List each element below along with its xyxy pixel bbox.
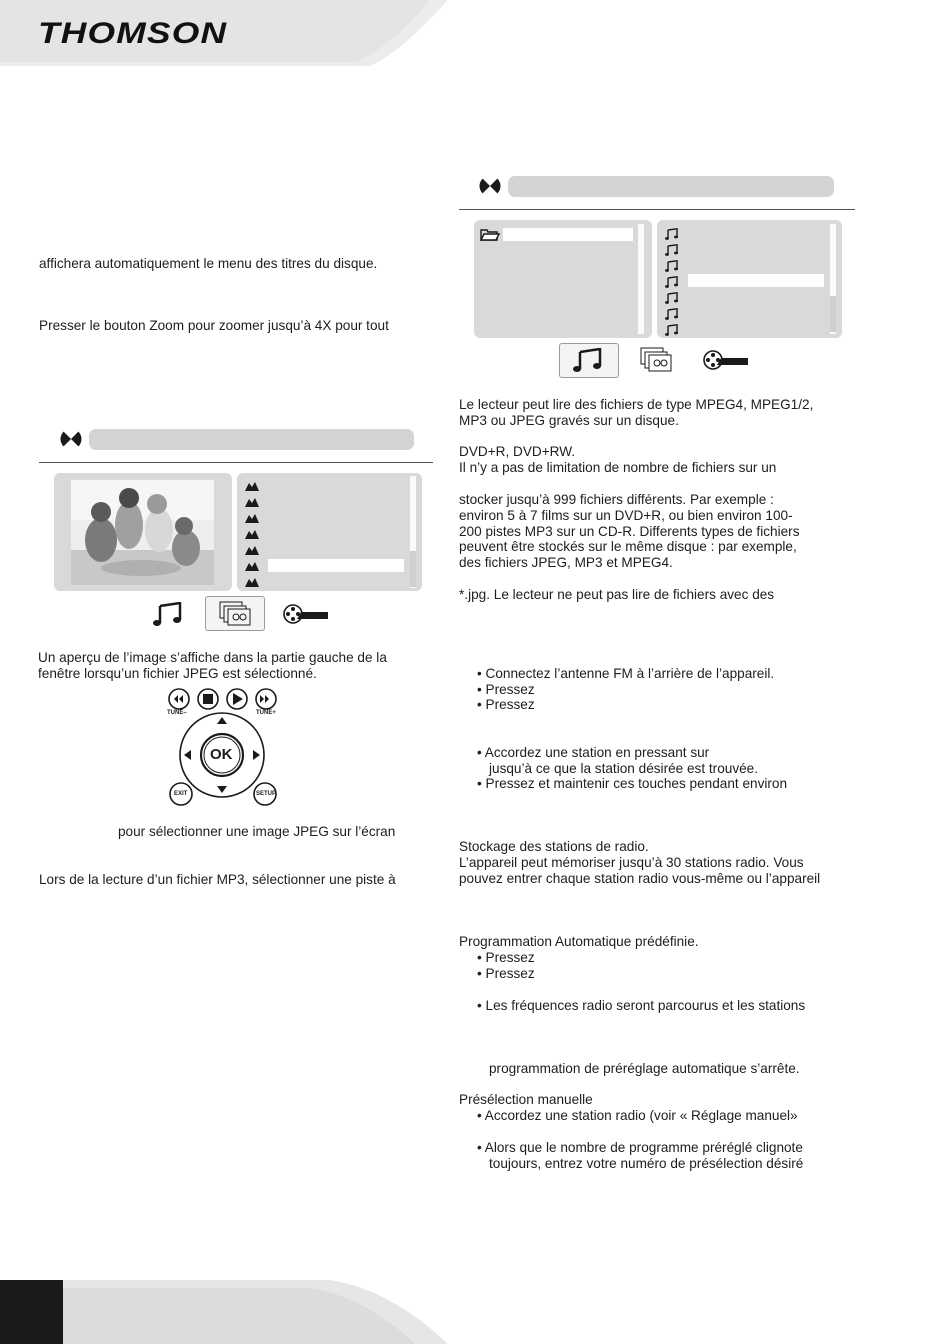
image-file-icon [244,480,260,492]
exit-button[interactable]: EXIT [174,791,188,797]
brand-logo: THOMSON [38,17,228,50]
disc-icon [479,175,501,197]
image-file-icon [244,560,260,572]
paragraph: pour sélectionner une image JPEG sur l’écran [118,824,396,839]
file-list-panel [237,473,422,591]
footer-banner [0,1278,950,1344]
image-file-icon [244,528,260,540]
music-file-icon [665,244,679,256]
music-file-icon [665,260,679,272]
photo-tab-icon[interactable] [640,347,672,372]
paragraph: *.jpg. Le lecteur ne peut pas lire de fichiers avec des [459,587,775,602]
image-file-icon [244,576,260,588]
bullet-item: • Les fréquences radio seront parcourus et les stations [477,998,806,1013]
section-heading: Programmation Automatique prédéfinie. [459,934,699,949]
bullet-item: • Accordez une station en pressant sur [477,745,710,760]
music-file-icons [665,228,681,338]
music-file-icon [665,324,679,336]
movie-tab-icon[interactable] [283,604,329,624]
paragraph: pouvez entrer chaque station radio vous-même ou l’appareil [459,871,821,886]
bullet-item: • Alors que le nombre de programme préréglé clignote [477,1140,803,1155]
bullet-item: • Pressez [477,682,535,697]
scrollbar-thumb[interactable] [830,296,836,332]
section-heading: Stockage des stations de radio. [459,839,649,854]
photo-tab-icon [219,601,251,626]
scrollbar-thumb[interactable] [410,551,416,587]
paragraph: des fichiers JPEG, MP3 et MPEG4. [459,555,673,570]
music-file-icon [665,292,679,304]
music-tab-icon[interactable] [153,602,185,626]
image-file-icon [244,544,260,556]
paragraph: DVD+R, DVD+RW. [459,444,576,459]
paragraph: stocker jusqu’à 999 fichiers différents. Par exemple : [459,492,774,507]
folder-icon [480,228,500,241]
bullet-item: jusqu’à ce que la station désirée est trouvée. [489,761,759,776]
divider [459,209,855,210]
paragraph: Presser le bouton Zoom pour zoomer jusqu’à 4X pour tout [39,318,389,333]
bullet-item: • Pressez [477,966,535,981]
disc-icon [60,428,82,450]
image-file-icons [244,480,262,590]
divider [39,462,433,463]
title-bar [508,176,834,197]
selected-file-row[interactable] [268,559,404,572]
bullet-item: • Pressez [477,697,535,712]
section-heading: Présélection manuelle [459,1092,593,1107]
setup-button[interactable]: SETUP [256,791,277,797]
bullet-item: • Pressez et maintenir ces touches pendant environ [477,776,788,791]
image-file-icon [244,496,260,508]
music-file-icon [665,308,679,320]
paragraph: MP3 ou JPEG gravés sur un disque. [459,413,679,428]
tune-plus-label: TUNE+ [256,710,276,716]
selected-folder-row[interactable] [503,228,633,241]
paragraph: Le lecteur peut lire des fichiers de type MPEG4, MPEG1/2, [459,397,814,412]
tune-minus-label: TUNE– [167,710,187,716]
paragraph: Un aperçu de l’image s’affiche dans la partie gauche de la [38,650,387,665]
family-photo-preview [71,480,214,585]
bullet-item: • Connectez l’antenne FM à l’arrière de l’appareil. [477,666,775,681]
title-bar [89,429,414,450]
music-tab-icon [573,348,605,372]
paragraph: 200 pistes MP3 sur un CD-R. Differents types de fichiers [459,524,800,539]
paragraph: peuvent être stockés sur le même disque : par exemple, [459,539,797,554]
paragraph: environ 5 à 7 films sur un DVD+R, ou bien environ 100- [459,508,793,523]
paragraph: L’appareil peut mémoriser jusqu’à 30 stations radio. Vous [459,855,804,870]
paragraph: fenêtre lorsqu’un fichier JPEG est sélectionné. [38,666,317,681]
paragraph: affichera automatiquement le menu des titres du disque. [39,256,378,271]
paragraph: Il n’y a pas de limitation de nombre de fichiers sur un [459,460,777,475]
bullet-item: toujours, entrez votre numéro de présélection désiré [489,1156,804,1171]
image-file-icon [244,512,260,524]
bullet-item: programmation de préréglage automatique s’arrête. [489,1061,800,1076]
bullet-item: • Pressez [477,950,535,965]
ok-button[interactable]: OK [210,746,233,763]
music-file-icon [665,276,679,288]
page-tab [0,1280,63,1344]
bullet-item: • Accordez une station radio (voir « Réglage manuel» [477,1108,798,1123]
paragraph: Lors de la lecture d’un fichier MP3, sélectionner une piste à [39,872,396,887]
selected-track-row[interactable] [688,274,824,287]
movie-tab-icon[interactable] [703,350,749,370]
music-file-icon [665,228,679,240]
scrollbar[interactable] [638,224,644,334]
